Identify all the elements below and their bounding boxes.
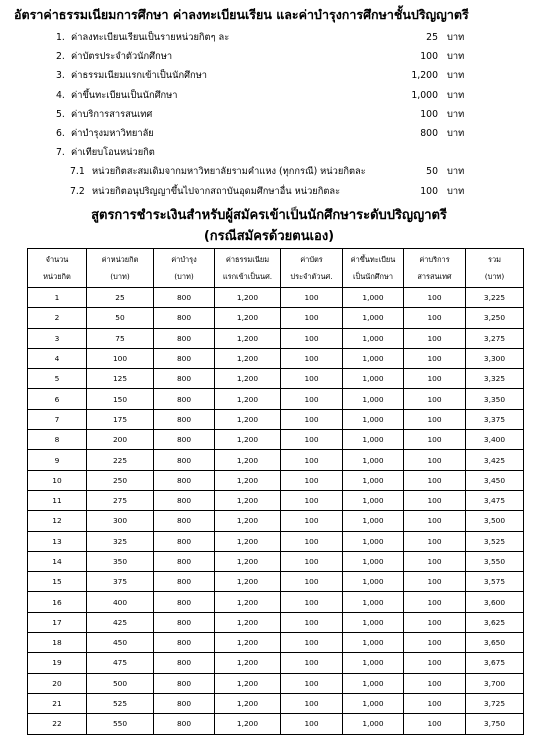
table-cell: 100 [281,328,343,348]
table-cell: 100 [281,348,343,368]
column-header-line: เป็นนักศึกษา [353,272,393,281]
table-cell: 250 [87,470,154,490]
fee-unit: บาท [447,51,465,63]
column-header-line: ค่าบัตร [300,255,323,264]
table-cell: 3,575 [466,572,524,592]
table-cell: 75 [87,328,154,348]
table-cell: 200 [87,430,154,450]
table-cell: 1,000 [343,369,404,389]
table-row [28,328,524,348]
table-cell: 800 [154,612,215,632]
table-cell: 175 [87,409,154,429]
table-cell: 800 [154,348,215,368]
table-cell: 1,200 [215,409,281,429]
table-cell: 150 [87,389,154,409]
fee-label: หน่วยกิตอนุปริญญาขึ้นไปจากสถาบันอุดมศึกษาอื่น หน่วยกิตละ [92,185,341,197]
table-row [28,308,524,328]
table-cell: 500 [87,673,154,693]
table-cell: 800 [154,389,215,409]
table-cell: 100 [281,389,343,409]
table-cell: 100 [281,653,343,673]
fee-amount: 100 [420,185,438,197]
column-header-line: ค่าบำรุง [171,255,197,264]
table-cell: 800 [154,592,215,612]
table-cell: 100 [404,470,466,490]
fee-unit: บาท [447,166,465,178]
table-cell: 3,725 [466,693,524,713]
table-cell: 100 [281,551,343,571]
table-cell: 1,200 [215,531,281,551]
table-header-row [28,249,524,288]
table-cell: 14 [28,551,87,571]
table-cell: 1,000 [343,714,404,734]
table-row [28,612,524,632]
table-cell: 1,200 [215,308,281,328]
table-cell: 100 [404,409,466,429]
table-row [28,693,524,713]
payment-table [27,248,524,735]
table-cell: 400 [87,592,154,612]
fee-label: ค่าเทียบโอนหน่วยกิต [71,147,155,159]
table-row [28,348,524,368]
table-cell: 800 [154,511,215,531]
column-header-line: หน่วยกิต [43,272,71,281]
table-row [28,430,524,450]
table-cell: 800 [154,328,215,348]
fee-label: ค่าบำรุงมหาวิทยาลัย [71,127,154,139]
table-cell: 275 [87,490,154,510]
table-cell: 1,200 [215,348,281,368]
table-cell: 1,200 [215,288,281,308]
table-cell: 1,200 [215,511,281,531]
table-cell: 800 [154,470,215,490]
fee-number: 2. [56,51,65,63]
table-cell: 100 [281,470,343,490]
table-cell: 1,000 [343,592,404,612]
table-cell: 1,000 [343,572,404,592]
table-cell: 100 [404,693,466,713]
column-header [466,249,524,288]
column-header-line: ค่าบริการ [419,255,450,264]
table-cell: 100 [404,490,466,510]
table-cell: 17 [28,612,87,632]
table-cell: 1,200 [215,430,281,450]
table-cell: 100 [281,511,343,531]
table-cell: 1,200 [215,633,281,653]
table-cell: 800 [154,673,215,693]
column-header [343,249,404,288]
table-cell: 3,700 [466,673,524,693]
table-row [28,673,524,693]
table-cell: 100 [404,328,466,348]
fee-item [0,105,538,124]
table-cell: 425 [87,612,154,632]
table-cell: 6 [28,389,87,409]
fee-number: 4. [56,89,65,101]
table-cell: 800 [154,430,215,450]
table-row [28,653,524,673]
table-cell: 1,000 [343,551,404,571]
table-cell: 100 [404,653,466,673]
table-cell: 325 [87,531,154,551]
formula-title: สูตรการชำระเงินสำหรับผู้สมัครเข้าเป็นนักศึกษาระดับปริญญาตรี [91,208,447,223]
column-header-line: ค่าหน่วยกิต [101,255,139,264]
table-row [28,369,524,389]
table-cell: 11 [28,490,87,510]
table-cell: 1,000 [343,612,404,632]
column-header-line: (บาท) [110,272,130,281]
table-cell: 800 [154,409,215,429]
table-cell: 100 [281,430,343,450]
fee-unit: บาท [447,127,465,139]
table-cell: 1,000 [343,633,404,653]
fee-item [0,182,538,201]
table-cell: 1,000 [343,348,404,368]
table-cell: 475 [87,653,154,673]
fee-item [0,124,538,143]
table-cell: 1,200 [215,551,281,571]
table-cell: 100 [281,633,343,653]
table-cell: 100 [281,714,343,734]
table-cell: 3,625 [466,612,524,632]
table-cell: 100 [404,288,466,308]
table-cell: 3,425 [466,450,524,470]
column-header [215,249,281,288]
table-cell: 450 [87,633,154,653]
table-row [28,531,524,551]
table-cell: 100 [281,572,343,592]
table-row [28,389,524,409]
table-cell: 1,000 [343,693,404,713]
fee-label: ค่าบัตรประจำตัวนักศึกษา [71,51,173,63]
table-cell: 19 [28,653,87,673]
table-cell: 100 [87,348,154,368]
table-cell: 800 [154,693,215,713]
fee-item [0,28,538,47]
table-cell: 100 [281,450,343,470]
table-cell: 100 [404,348,466,368]
table-cell: 16 [28,592,87,612]
table-row [28,551,524,571]
table-cell: 3,350 [466,389,524,409]
fee-label: ค่าขึ้นทะเบียนเป็นนักศึกษา [71,89,178,101]
table-cell: 100 [281,409,343,429]
fee-label: ค่าลงทะเบียนเรียนเป็นรายหน่วยกิตๆ ละ [71,32,230,43]
table-cell: 100 [281,308,343,328]
table-cell: 300 [87,511,154,531]
table-cell: 3,600 [466,592,524,612]
table-cell: 1,000 [343,470,404,490]
table-cell: 1,000 [343,511,404,531]
table-cell: 3,675 [466,653,524,673]
table-cell: 1,200 [215,693,281,713]
table-cell: 100 [281,693,343,713]
fee-label: หน่วยกิตสะสมเดิมจากมหาวิทยาลัยรามคำแหง (ทุกกรณี) หน่วยกิตละ [92,166,366,178]
fee-amount: 50 [426,166,438,178]
table-cell: 800 [154,551,215,571]
table-row [28,592,524,612]
table-cell: 20 [28,673,87,693]
fee-number: 7.2 [70,185,85,197]
table-cell: 3,475 [466,490,524,510]
table-cell: 100 [281,531,343,551]
table-body [28,288,524,735]
table-cell: 50 [87,308,154,328]
table-cell: 100 [281,592,343,612]
table-cell: 10 [28,470,87,490]
table-cell: 1,000 [343,308,404,328]
fee-item [0,66,538,85]
column-header [154,249,215,288]
table-cell: 100 [404,572,466,592]
fee-item [0,143,538,162]
fee-label: ค่าธรรมเนียมแรกเข้าเป็นนักศึกษา [71,70,208,82]
table-cell: 3,525 [466,531,524,551]
fee-unit: บาท [447,185,465,197]
fee-amount: 100 [420,51,438,63]
table-cell: 1,000 [343,490,404,510]
fee-number: 3. [56,70,65,82]
table-cell: 12 [28,511,87,531]
table-cell: 1,200 [215,490,281,510]
table-cell: 1,200 [215,673,281,693]
formula-subtitle: (กรณีสมัครด้วยตนเอง) [203,229,335,244]
column-header [404,249,466,288]
table-cell: 100 [404,592,466,612]
table-cell: 1,200 [215,612,281,632]
column-header-line: (บาท) [174,272,194,281]
table-cell: 1,000 [343,389,404,409]
table-cell: 100 [404,612,466,632]
table-cell: 15 [28,572,87,592]
table-cell: 1,200 [215,369,281,389]
table-row [28,288,524,308]
table-cell: 800 [154,490,215,510]
table-cell: 1,200 [215,714,281,734]
table-row [28,633,524,653]
table-cell: 800 [154,531,215,551]
table-cell: 100 [404,369,466,389]
table-cell: 800 [154,450,215,470]
table-cell: 3,275 [466,328,524,348]
column-header-line: ค่าขึ้นทะเบียน [350,255,396,264]
table-cell: 100 [404,633,466,653]
fee-number: 1. [56,32,65,43]
column-header-line: จำนวน [45,255,69,264]
table-cell: 100 [281,288,343,308]
table-cell: 1,200 [215,592,281,612]
table-cell: 800 [154,653,215,673]
table-cell: 1,000 [343,430,404,450]
column-header-line: ค่าธรรมเนียม [225,255,270,264]
table-cell: 1,000 [343,328,404,348]
table-cell: 100 [404,673,466,693]
table-cell: 1,000 [343,673,404,693]
table-cell: 3,325 [466,369,524,389]
table-cell: 25 [87,288,154,308]
fee-amount: 25 [426,32,438,43]
table-cell: 1,000 [343,653,404,673]
table-cell: 1,200 [215,653,281,673]
table-cell: 3,400 [466,430,524,450]
table-cell: 375 [87,572,154,592]
table-cell: 22 [28,714,87,734]
table-cell: 3,225 [466,288,524,308]
table-cell: 800 [154,288,215,308]
table-cell: 4 [28,348,87,368]
column-header-line: แรกเข้าเป็นนศ. [222,272,273,281]
table-row [28,490,524,510]
column-header-line: ประจำตัวนศ. [290,272,333,281]
column-header [281,249,343,288]
table-row [28,470,524,490]
table-cell: 1,000 [343,450,404,470]
column-header-line: รวม [488,255,501,264]
fee-item [0,86,538,105]
fee-label: ค่าบริการสารสนเทศ [71,108,153,120]
fee-amount: 100 [420,108,438,120]
table-cell: 100 [404,551,466,571]
table-cell: 100 [404,389,466,409]
table-cell: 1,000 [343,288,404,308]
table-cell: 800 [154,308,215,328]
table-cell: 3 [28,328,87,348]
fee-amount: 800 [420,127,438,139]
table-cell: 21 [28,693,87,713]
column-header-line: สารสนเทศ [417,272,452,281]
column-header [28,249,87,288]
fee-amount: 1,000 [411,89,438,101]
table-cell: 100 [404,531,466,551]
table-cell: 3,650 [466,633,524,653]
table-cell: 100 [404,450,466,470]
fee-list [0,28,538,201]
table-cell: 100 [404,714,466,734]
table-cell: 8 [28,430,87,450]
table-cell: 9 [28,450,87,470]
table-cell: 350 [87,551,154,571]
fee-unit: บาท [447,70,465,82]
fee-number: 7. [56,147,65,159]
table-cell: 100 [281,369,343,389]
table-cell: 100 [404,511,466,531]
table-cell: 550 [87,714,154,734]
table-cell: 100 [281,673,343,693]
table-row [28,714,524,734]
column-header-line: (บาท) [484,272,505,281]
fee-item [0,47,538,66]
table-cell: 1,200 [215,328,281,348]
table-cell: 3,375 [466,409,524,429]
table-cell: 3,500 [466,511,524,531]
fee-number: 7.1 [70,166,85,178]
table-cell: 3,750 [466,714,524,734]
fee-number: 5. [56,108,65,120]
table-cell: 7 [28,409,87,429]
table-cell: 18 [28,633,87,653]
column-header [87,249,154,288]
table-row [28,511,524,531]
table-row [28,409,524,429]
table-cell: 5 [28,369,87,389]
table-cell: 1,200 [215,389,281,409]
table-cell: 100 [404,308,466,328]
page-title: อัตราค่าธรรมเนียมการศึกษา ค่าลงทะเบียนเรียน และค่าบำรุงการศึกษาชั้นปริญญาตรี [14,7,469,22]
table-cell: 800 [154,714,215,734]
table-row [28,572,524,592]
table-cell: 525 [87,693,154,713]
table-cell: 1,200 [215,572,281,592]
fee-unit: บาท [447,89,465,101]
fee-item [0,162,538,181]
table-cell: 125 [87,369,154,389]
table-row [28,450,524,470]
table-cell: 3,250 [466,308,524,328]
fee-number: 6. [56,127,65,139]
table-cell: 13 [28,531,87,551]
fee-amount: 1,200 [411,70,438,82]
table-cell: 100 [281,612,343,632]
table-cell: 100 [404,430,466,450]
table-cell: 800 [154,572,215,592]
table-cell: 100 [281,490,343,510]
table-cell: 3,450 [466,470,524,490]
table-cell: 1,200 [215,450,281,470]
table-cell: 800 [154,633,215,653]
table-cell: 800 [154,369,215,389]
table-cell: 2 [28,308,87,328]
fee-unit: บาท [447,108,465,120]
table-cell: 3,550 [466,551,524,571]
table-cell: 1,200 [215,470,281,490]
fee-unit: บาท [447,32,465,43]
table-cell: 1,000 [343,531,404,551]
table-cell: 1,000 [343,409,404,429]
table-cell: 1 [28,288,87,308]
table-cell: 225 [87,450,154,470]
table-cell: 3,300 [466,348,524,368]
